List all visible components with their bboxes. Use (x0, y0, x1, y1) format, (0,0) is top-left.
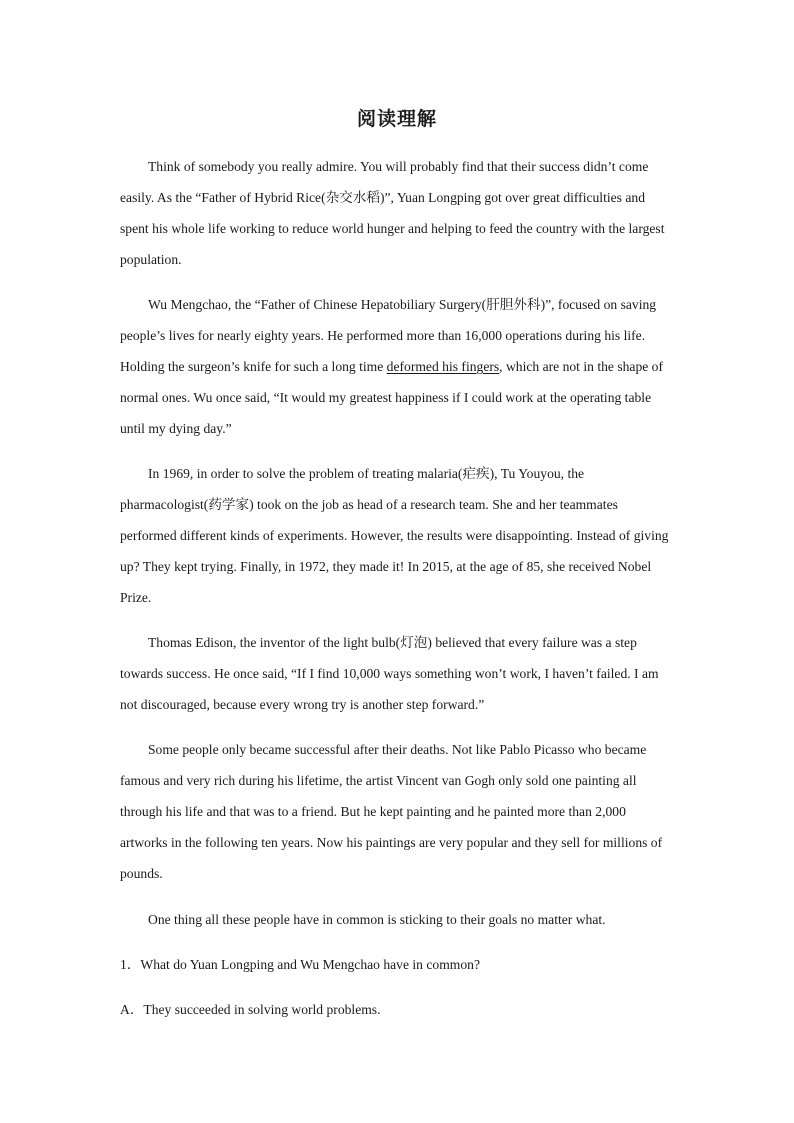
paragraph-van-gogh: Some people only became successful after their deaths. Not like Pablo Picasso who became famous and very rich during his lifetime, the artist Vincent van Gogh only sold one painting all through his life and that was to a friend. But he kept painting and he painted more than 2,000 artworks in the following ten years. Now his paintings are very popular and they sell for millions of pounds. (120, 742, 663, 881)
paragraph-wu-mengchao (120, 289, 675, 444)
question-1: 1．What do Yuan Longping and Wu Mengchao have in common? (120, 957, 480, 972)
paragraph-thomas-edison: Thomas Edison, the inventor of the light bulb(灯泡) believed that every failure was a step towards success. He once said, “If I find 10,000 ways something won’t work, I haven’t failed. I am not discouraged, because every wrong try is another step forward.” (120, 635, 659, 712)
paragraph-yuan-longping: Think of somebody you really admire. You will probably find that their success didn’t come easily. As the “Father of Hybrid Rice(杂交水稻)”, Yuan Longping got over great difficulties and spent his whole life working to reduce world hunger and helping to feed the country with the largest population. (120, 159, 665, 267)
paragraph-text: Wu Mengchao, the “Father of Chinese Hepatobiliary Surgery(肝胆外科)”, focused on saving people’s lives for nearly eighty years. He performed more than 16,000 operations during his life. Holding the surgeon’s knife for such a long time (120, 297, 657, 374)
paragraph-tu-youyou: In 1969, in order to solve the problem of treating malaria(疟疾), Tu Youyou, the pharmacologist(药学家) took on the job as head of a research team. She and her teammates performed different kinds of experiments. However, the results were disappointing. Instead of giving up? They kept trying. Finally, in 1972, they made it! In 2015, at the age of 85, she received Nobel Prize. (120, 466, 669, 605)
paragraph-text: , which are not in the shape of normal ones. Wu once said, “It would my greatest happiness if I could work at the operating table until my dying day.” (120, 359, 664, 436)
underlined-phrase: deformed his fingers (386, 359, 500, 374)
page-title: 阅读理解 (356, 108, 437, 130)
question-1-option-a: A．They succeeded in solving world problems. (120, 1002, 381, 1017)
paragraph-conclusion: One thing all these people have in common is sticking to their goals no matter what. (148, 912, 606, 927)
